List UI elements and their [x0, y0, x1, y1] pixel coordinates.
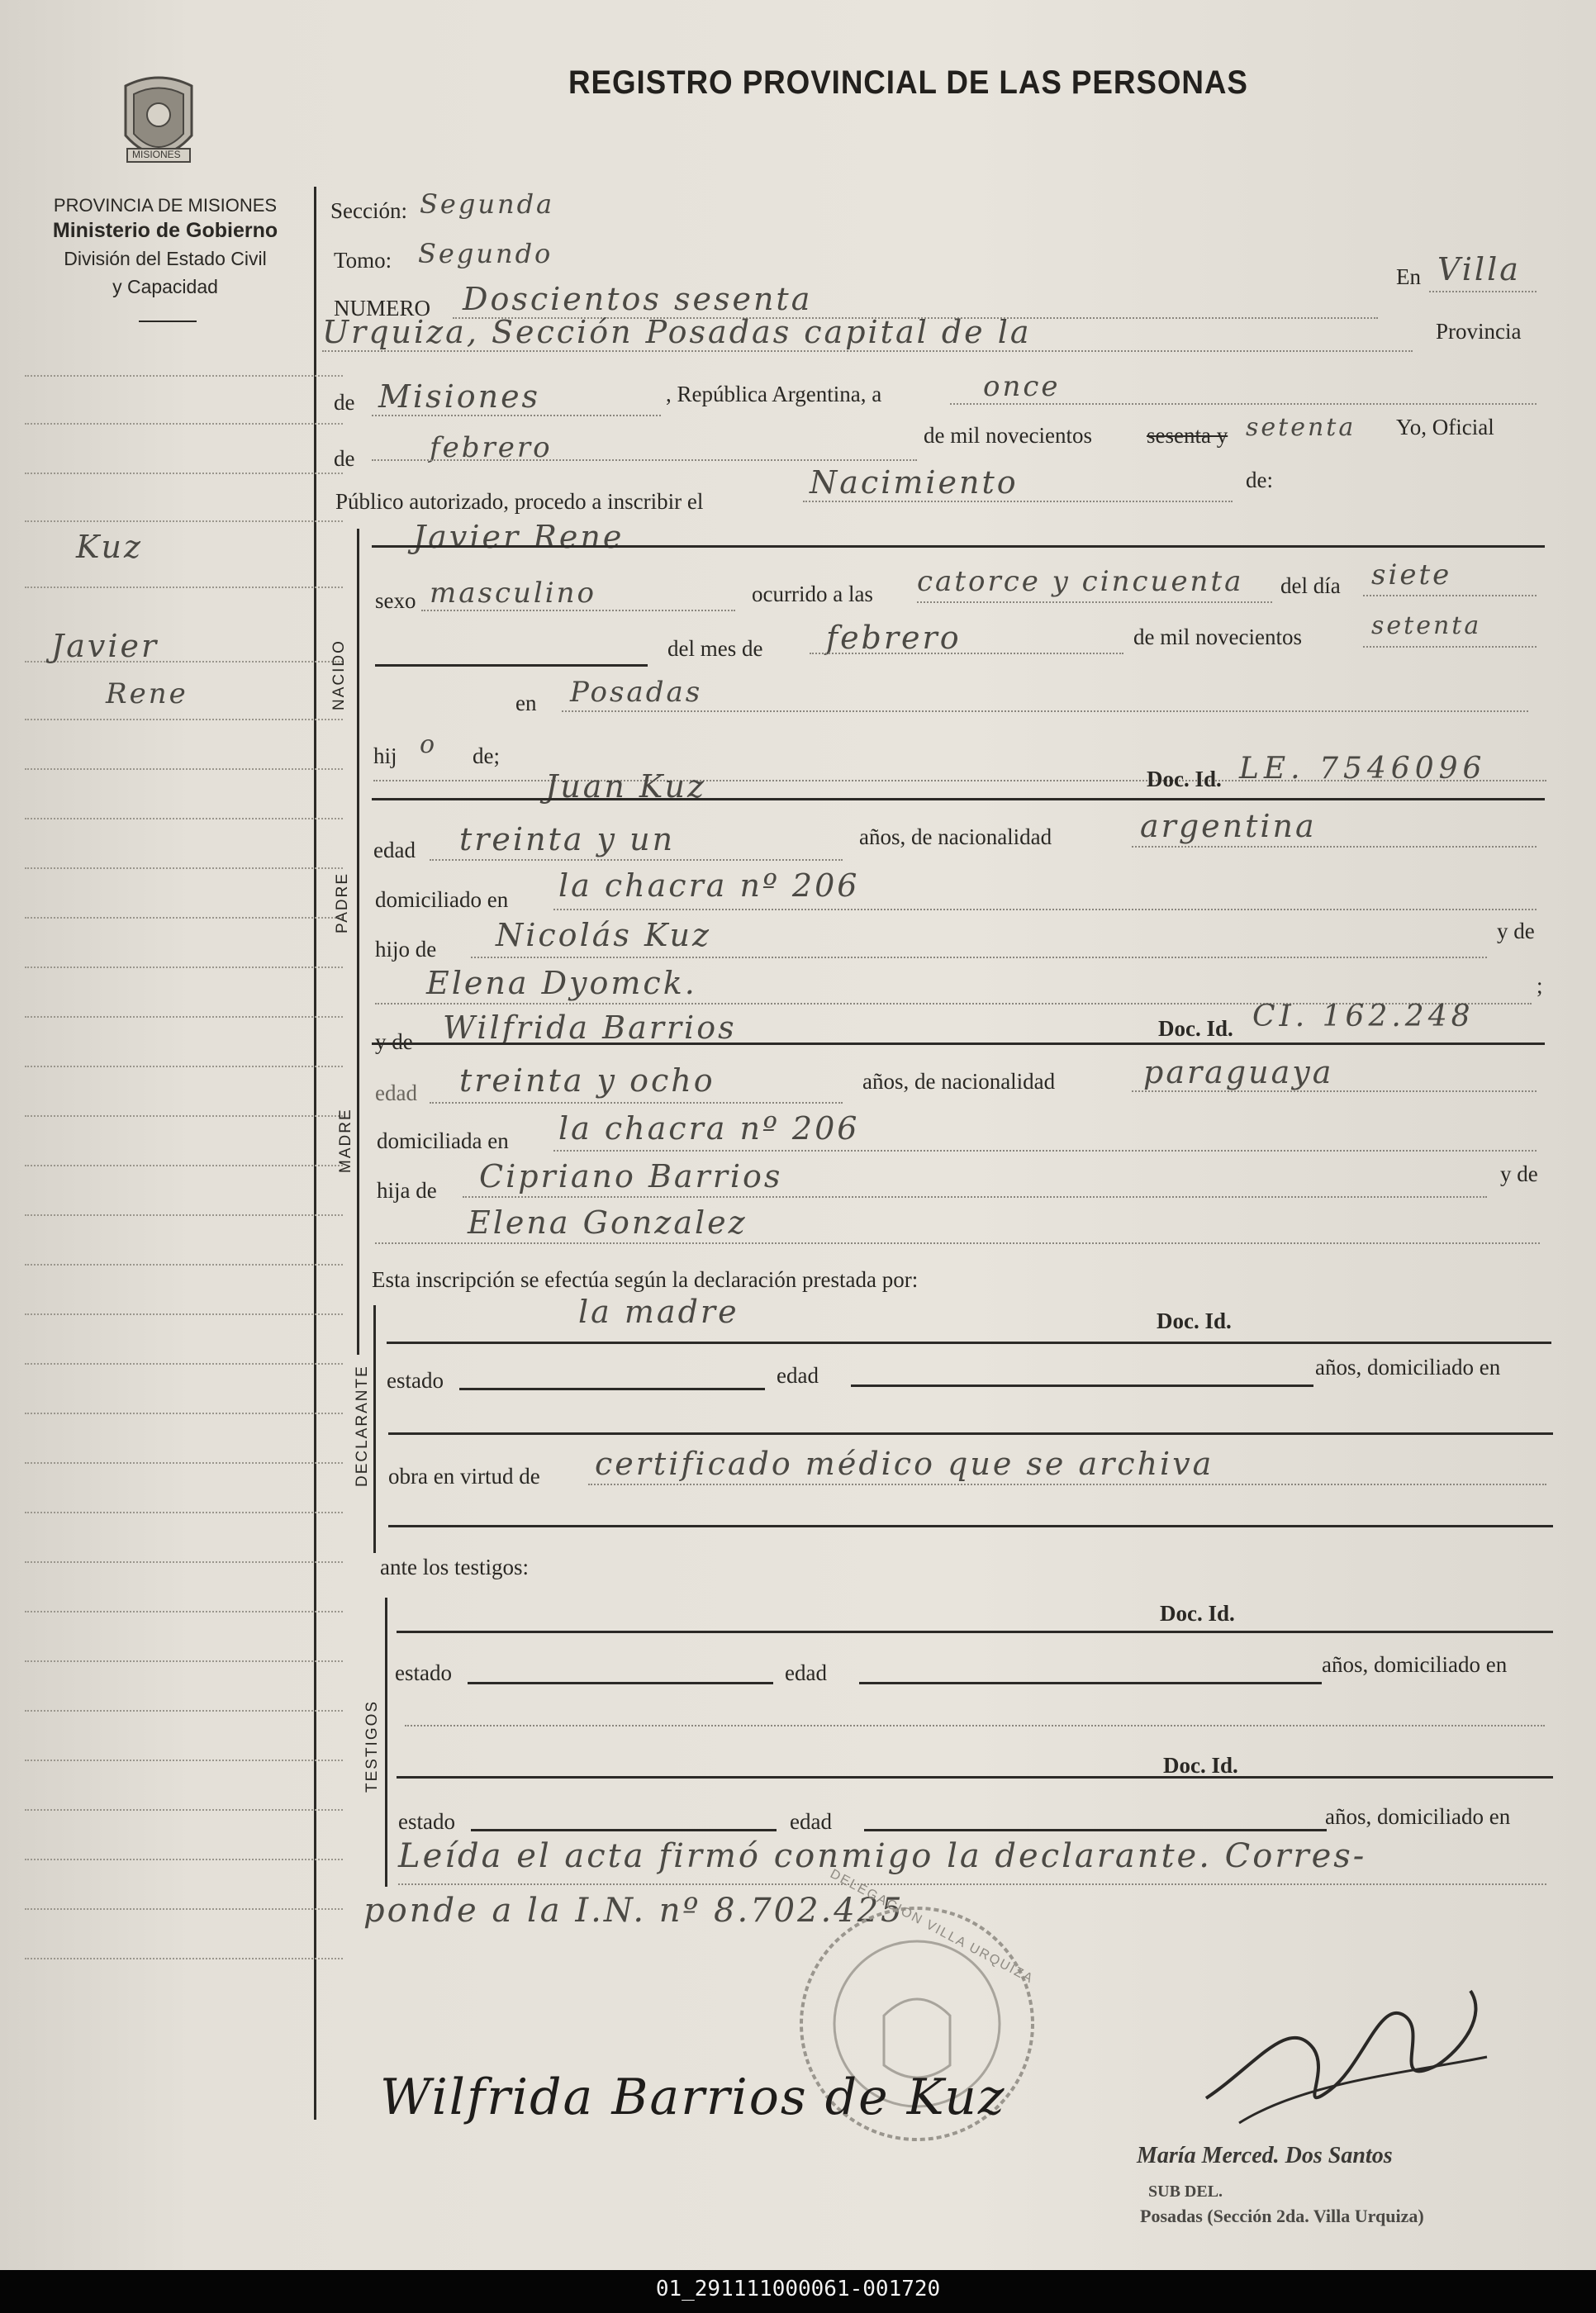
division-name-2: y Capacidad	[112, 276, 218, 297]
numero-label: NUMERO	[334, 296, 431, 321]
de-mil-label: de mil novecientos	[924, 423, 1092, 448]
tomo-label: Tomo:	[334, 248, 392, 273]
esta-inscripcion-label: Esta inscripción se efectúa según la declaración prestada por:	[372, 1267, 919, 1292]
place-value: Urquiza, Sección Posadas capital de la	[322, 314, 1032, 350]
yo-oficial-label: Yo, Oficial	[1396, 415, 1494, 439]
numero-value: Doscientos sesenta	[463, 281, 813, 317]
madre-madre-value: Elena Gonzalez	[468, 1204, 748, 1241]
anio-acta-value: setenta	[1246, 413, 1356, 442]
hij-label: hij	[373, 743, 397, 768]
section-label-madre: MADRE	[337, 1108, 354, 1173]
en-value: Villa	[1437, 251, 1521, 287]
anio-value: setenta	[1371, 611, 1482, 640]
logo-text: MISIONES	[132, 149, 181, 160]
obra-label: obra en virtud de	[388, 1464, 540, 1489]
madre-dom-label: domiciliada en	[377, 1128, 509, 1153]
oficial-name: María Merced. Dos Santos	[1137, 2143, 1393, 2168]
en-lower-label: en	[515, 691, 537, 715]
margin-second-name: Rene	[106, 677, 188, 710]
de-semi-label: de;	[473, 743, 500, 768]
padre-edad-label: edad	[373, 838, 416, 862]
madre-nombre-value: Wilfrida Barrios	[443, 1009, 737, 1046]
madre-edad-label: edad	[375, 1081, 417, 1105]
lugar-value: Posadas	[570, 676, 703, 709]
declarante-doc-label: Doc. Id.	[1157, 1308, 1232, 1333]
padre-nombre-value: Juan Kuz	[545, 768, 706, 805]
section-label-testigos: TESTIGOS	[363, 1699, 381, 1793]
madre-nac-label: años, de nacionalidad	[862, 1069, 1056, 1094]
provincia-value: Misiones	[378, 378, 541, 415]
seccion-value: Segunda	[420, 188, 555, 220]
madre-doc-label: Doc. Id.	[1158, 1016, 1233, 1041]
declarante-rule	[373, 1305, 376, 1553]
province-name: PROVINCIA DE MISIONES	[53, 195, 278, 216]
de-label: de	[334, 390, 355, 415]
tomo-value: Segundo	[418, 238, 553, 269]
madre-y-de-label: y de	[375, 1029, 413, 1054]
margin-surname: Kuz	[76, 529, 144, 565]
section-label-padre: PADRE	[334, 872, 351, 933]
misiones-coat-of-arms-icon	[109, 69, 208, 177]
testigo1-doc-label: Doc. Id.	[1160, 1601, 1235, 1626]
hijo-letra-value: o	[420, 730, 438, 759]
oficial-title: SUB DEL.	[1148, 2182, 1223, 2201]
margin-rule	[314, 187, 316, 2120]
madre-hija-de-label: hija de	[377, 1178, 437, 1203]
padre-nac-value: argentina	[1140, 808, 1317, 844]
seccion-label: Sección:	[330, 198, 407, 223]
ministry-name: Ministerio de Gobierno	[52, 219, 278, 242]
hora-value: catorce y cincuenta	[917, 565, 1244, 598]
madre-y-de-label-2: y de	[1500, 1161, 1538, 1186]
madre-nac-value: paraguaya	[1143, 1054, 1334, 1090]
padre-hijo-de-label: hijo de	[375, 937, 437, 962]
section-label-declarante: DECLARANTE	[354, 1365, 371, 1487]
del-dia-label: del día	[1280, 573, 1341, 598]
republica-label: , República Argentina, a	[666, 382, 882, 406]
madre-padre-value: Cipriano Barrios	[479, 1158, 783, 1194]
declarante-edad-label: edad	[777, 1363, 819, 1388]
padre-edad-value: treinta y un	[459, 821, 676, 857]
mes-acta-value: febrero	[430, 431, 553, 464]
madre-dom-value: la chacra nº 206	[558, 1110, 860, 1147]
file-id: 01_291111000061-001720	[655, 2277, 941, 2301]
sexo-label: sexo	[375, 588, 416, 613]
padre-madre-value: Elena Dyomck.	[426, 965, 697, 1001]
testigo2-doc-label: Doc. Id.	[1163, 1753, 1238, 1778]
padre-dom-value: la chacra nº 206	[558, 867, 860, 904]
testigo2-edad-label: edad	[790, 1809, 832, 1834]
oficial-signature-icon	[1190, 1966, 1503, 2148]
del-mes-label: del mes de	[667, 636, 763, 661]
nota-line-2: ponde a la I.N. nº 8.702.425	[363, 1892, 905, 1930]
testigo2-anos-label: años, domiciliado en	[1325, 1804, 1511, 1829]
nombre-value: Javier Rene	[413, 519, 625, 555]
de-label-2: de	[334, 446, 355, 471]
tipo-value: Nacimiento	[810, 464, 1019, 501]
testigo1-edad-label: edad	[785, 1660, 827, 1685]
padre-doc-value: LE. 7546096	[1239, 752, 1487, 786]
oficial-office: Posadas (Sección 2da. Villa Urquiza)	[1140, 2206, 1424, 2226]
margin-given-name: Javier	[51, 628, 159, 664]
header-divider	[139, 321, 197, 322]
en-label: En	[1396, 264, 1421, 289]
declarante-signature: Wilfrida Barrios de Kuz	[380, 2068, 1006, 2126]
padre-doc-label: Doc. Id.	[1147, 767, 1222, 791]
footer-bar	[0, 2270, 1596, 2313]
testigo1-estado-label: estado	[395, 1660, 452, 1685]
testigo2-estado-label: estado	[398, 1809, 455, 1834]
dia-acta-value: once	[983, 370, 1061, 403]
publico-label: Público autorizado, procedo a inscribir el	[335, 489, 704, 514]
madre-doc-value: CI. 162.248	[1252, 1000, 1475, 1033]
ocurrido-label: ocurrido a las	[752, 582, 873, 606]
mes-value: febrero	[826, 620, 962, 656]
declarante-anos-label: años, domiciliado en	[1315, 1355, 1501, 1380]
section-rule	[357, 529, 359, 1355]
dia-value: siete	[1371, 558, 1452, 591]
ante-testigos-label: ante los testigos:	[380, 1555, 529, 1579]
padre-dom-label: domiciliado en	[375, 887, 509, 912]
struck-sesenta: sesenta y	[1147, 423, 1228, 448]
nota-line-1: Leída el acta firmó conmigo la declarante. Corres-	[398, 1837, 1367, 1875]
testigo1-anos-label: años, domiciliado en	[1322, 1652, 1508, 1677]
padre-y-de-label: y de	[1497, 919, 1535, 943]
de-colon-label: de:	[1246, 468, 1273, 492]
testigos-rule	[385, 1598, 387, 1887]
padre-padre-value: Nicolás Kuz	[496, 917, 711, 953]
provincia-label: Provincia	[1436, 319, 1522, 344]
obra-value: certificado médico que se archiva	[595, 1446, 1214, 1482]
declarante-estado-label: estado	[387, 1368, 444, 1393]
page-title: REGISTRO PROVINCIAL DE LAS PERSONAS	[568, 64, 1248, 101]
stamp-text: DELEGACION VILLA URQUIZA	[828, 1867, 1037, 1987]
declarante-nombre-value: la madre	[578, 1294, 739, 1330]
division-name: División del Estado Civil	[64, 248, 267, 269]
issuer-block	[0, 190, 330, 302]
section-label-nacido: NACIDO	[330, 639, 348, 710]
sexo-value: masculino	[430, 577, 597, 610]
madre-edad-value: treinta y ocho	[459, 1062, 715, 1099]
padre-nac-label: años, de nacionalidad	[859, 824, 1052, 849]
padre-semicolon: ;	[1537, 973, 1543, 998]
de-mil-nov-label: de mil novecientos	[1133, 625, 1302, 649]
